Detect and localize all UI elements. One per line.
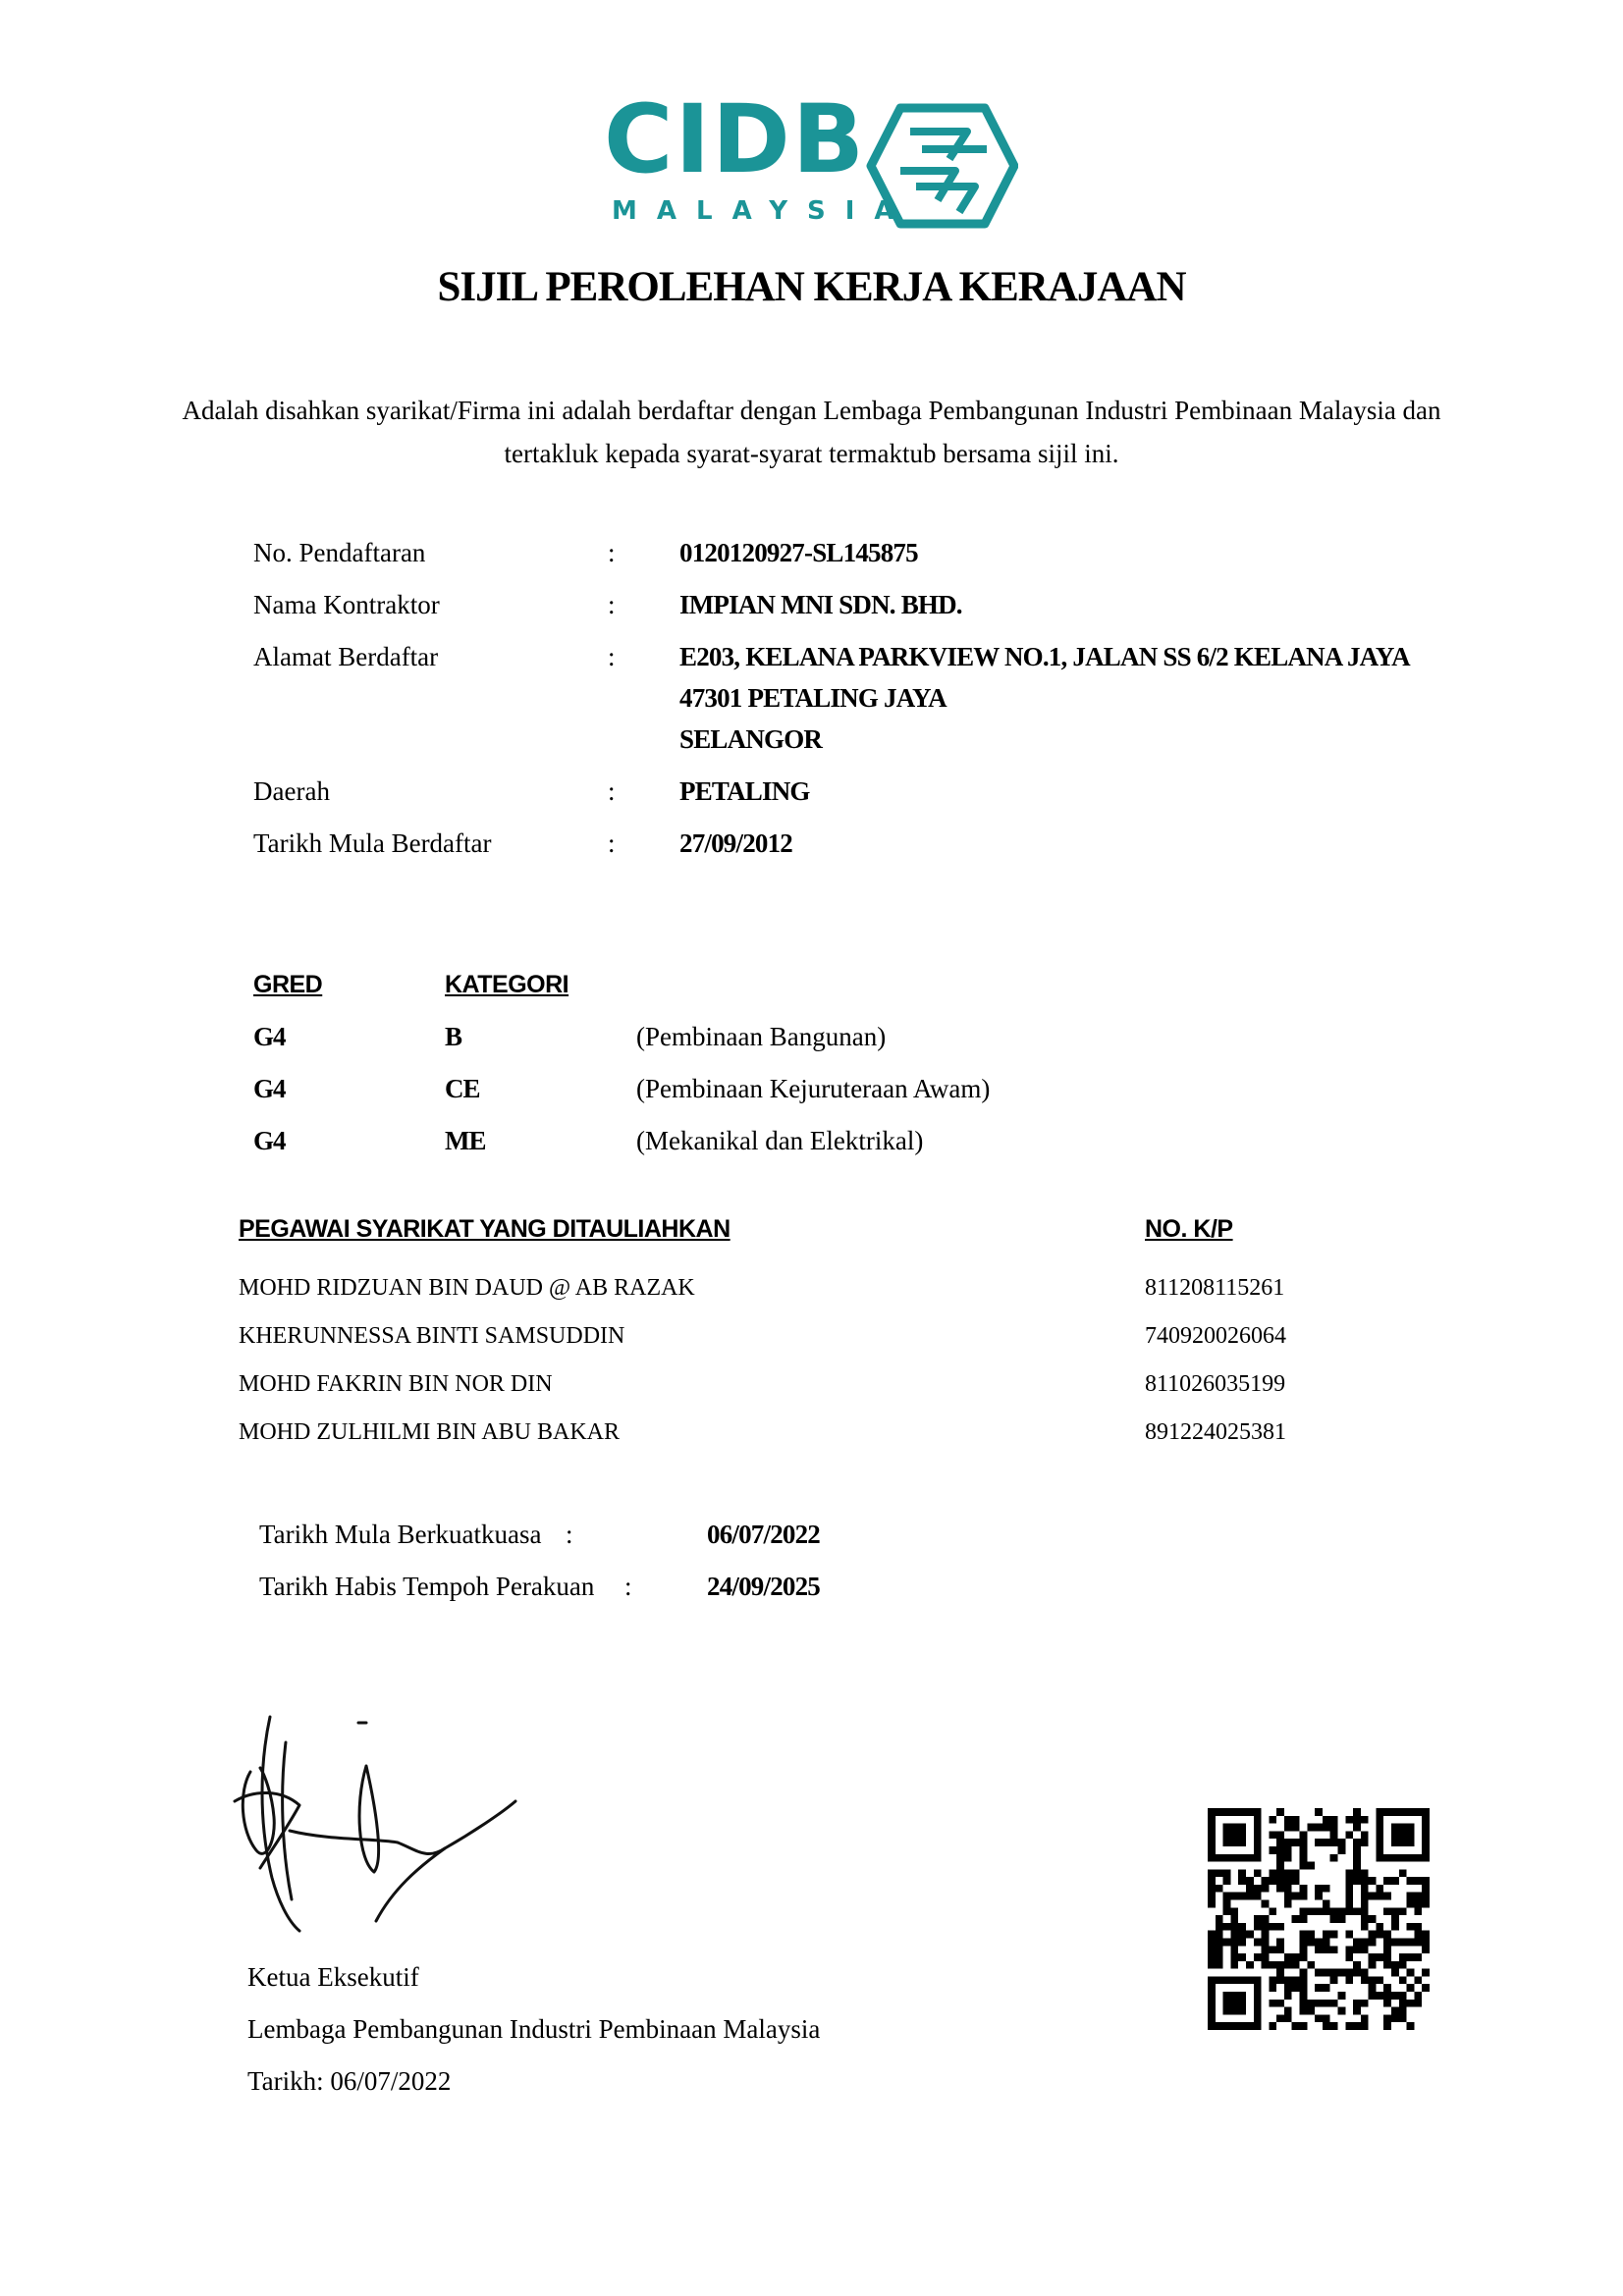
officer-ic: 811208115261 — [1145, 1275, 1285, 1301]
officer-ic: 740920026064 — [1145, 1323, 1286, 1349]
intro-statement: Adalah disahkan syarikat/Firma ini adalah berdaftar dengan Lembaga Pembangunan Industri Pembinaan Malaysia dan tertakluk kepada syarat-syarat termaktub bersama sijil ini. — [182, 396, 1441, 468]
signature-icon — [231, 1703, 525, 1939]
grade-value: G4 — [253, 1074, 286, 1103]
registration-start-label: Tarikh Mula Berdaftar — [253, 828, 492, 858]
contractor-name-label: Nama Kontraktor — [253, 590, 440, 619]
category-description: (Mekanikal dan Elektrikal) — [636, 1126, 924, 1155]
grade-value: G4 — [253, 1022, 286, 1051]
officers-header: PEGAWAI SYARIKAT YANG DITAULIAHKAN — [239, 1215, 730, 1243]
category-header: KATEGORI — [445, 971, 569, 998]
category-description: (Pembinaan Kejuruteraan Awam) — [636, 1074, 991, 1103]
logo-wordmark: CIDB — [604, 84, 867, 194]
address-label: Alamat Berdaftar — [253, 642, 439, 671]
officer-ic: 891224025381 — [1145, 1419, 1286, 1445]
cidb-hexagon-logo-icon — [861, 102, 1018, 230]
officer-name: KHERUNNESSA BINTI SAMSUDDIN — [239, 1323, 625, 1349]
cidb-logo — [604, 84, 1031, 236]
expiry-date-label: Tarikh Habis Tempoh Perakuan — [259, 1572, 595, 1601]
signatory-title: Ketua Eksekutif — [247, 1962, 419, 1992]
signatory-date: Tarikh: 06/07/2022 — [247, 2066, 452, 2096]
category-value: B — [445, 1022, 462, 1051]
district-label: Daerah — [253, 776, 330, 806]
address-line-3: SELANGOR — [679, 724, 823, 754]
officer-name: MOHD ZULHILMI BIN ABU BAKAR — [239, 1419, 620, 1445]
effective-date-value: 06/07/2022 — [707, 1520, 821, 1549]
officer-ic: 811026035199 — [1145, 1371, 1286, 1397]
separator: : — [608, 538, 616, 567]
grade-value: G4 — [253, 1126, 286, 1155]
separator: : — [608, 642, 616, 671]
separator: : — [566, 1520, 573, 1549]
address-line-2: 47301 PETALING JAYA — [679, 683, 947, 713]
separator: : — [624, 1572, 632, 1601]
qr-code-icon — [1208, 1808, 1430, 2030]
officer-name: MOHD FAKRIN BIN NOR DIN — [239, 1371, 553, 1397]
effective-date-label: Tarikh Mula Berkuatkuasa — [259, 1520, 542, 1549]
ic-number-header: NO. K/P — [1145, 1215, 1233, 1243]
expiry-date-value: 24/09/2025 — [707, 1572, 821, 1601]
category-value: ME — [445, 1126, 486, 1155]
grade-header: GRED — [253, 971, 323, 998]
contractor-name-value: IMPIAN MNI SDN. BHD. — [679, 590, 962, 619]
district-value: PETALING — [679, 776, 810, 806]
separator: : — [608, 590, 616, 619]
officer-name: MOHD RIDZUAN BIN DAUD @ AB RAZAK — [239, 1275, 695, 1301]
category-description: (Pembinaan Bangunan) — [636, 1022, 887, 1051]
signatory-organization: Lembaga Pembangunan Industri Pembinaan Malaysia — [247, 2014, 821, 2044]
category-value: CE — [445, 1074, 480, 1103]
address-line-1: E203, KELANA PARKVIEW NO.1, JALAN SS 6/2 KELANA JAYA — [679, 642, 1410, 671]
registration-no-label: No. Pendaftaran — [253, 538, 426, 567]
logo-subtitle: MALAYSIA — [612, 196, 914, 226]
registration-no-value: 0120120927-SL145875 — [679, 538, 918, 567]
certificate-title: SIJIL PEROLEHAN KERJA KERAJAAN — [437, 264, 1186, 310]
separator: : — [608, 776, 616, 806]
registration-start-value: 27/09/2012 — [679, 828, 793, 858]
separator: : — [608, 828, 616, 858]
